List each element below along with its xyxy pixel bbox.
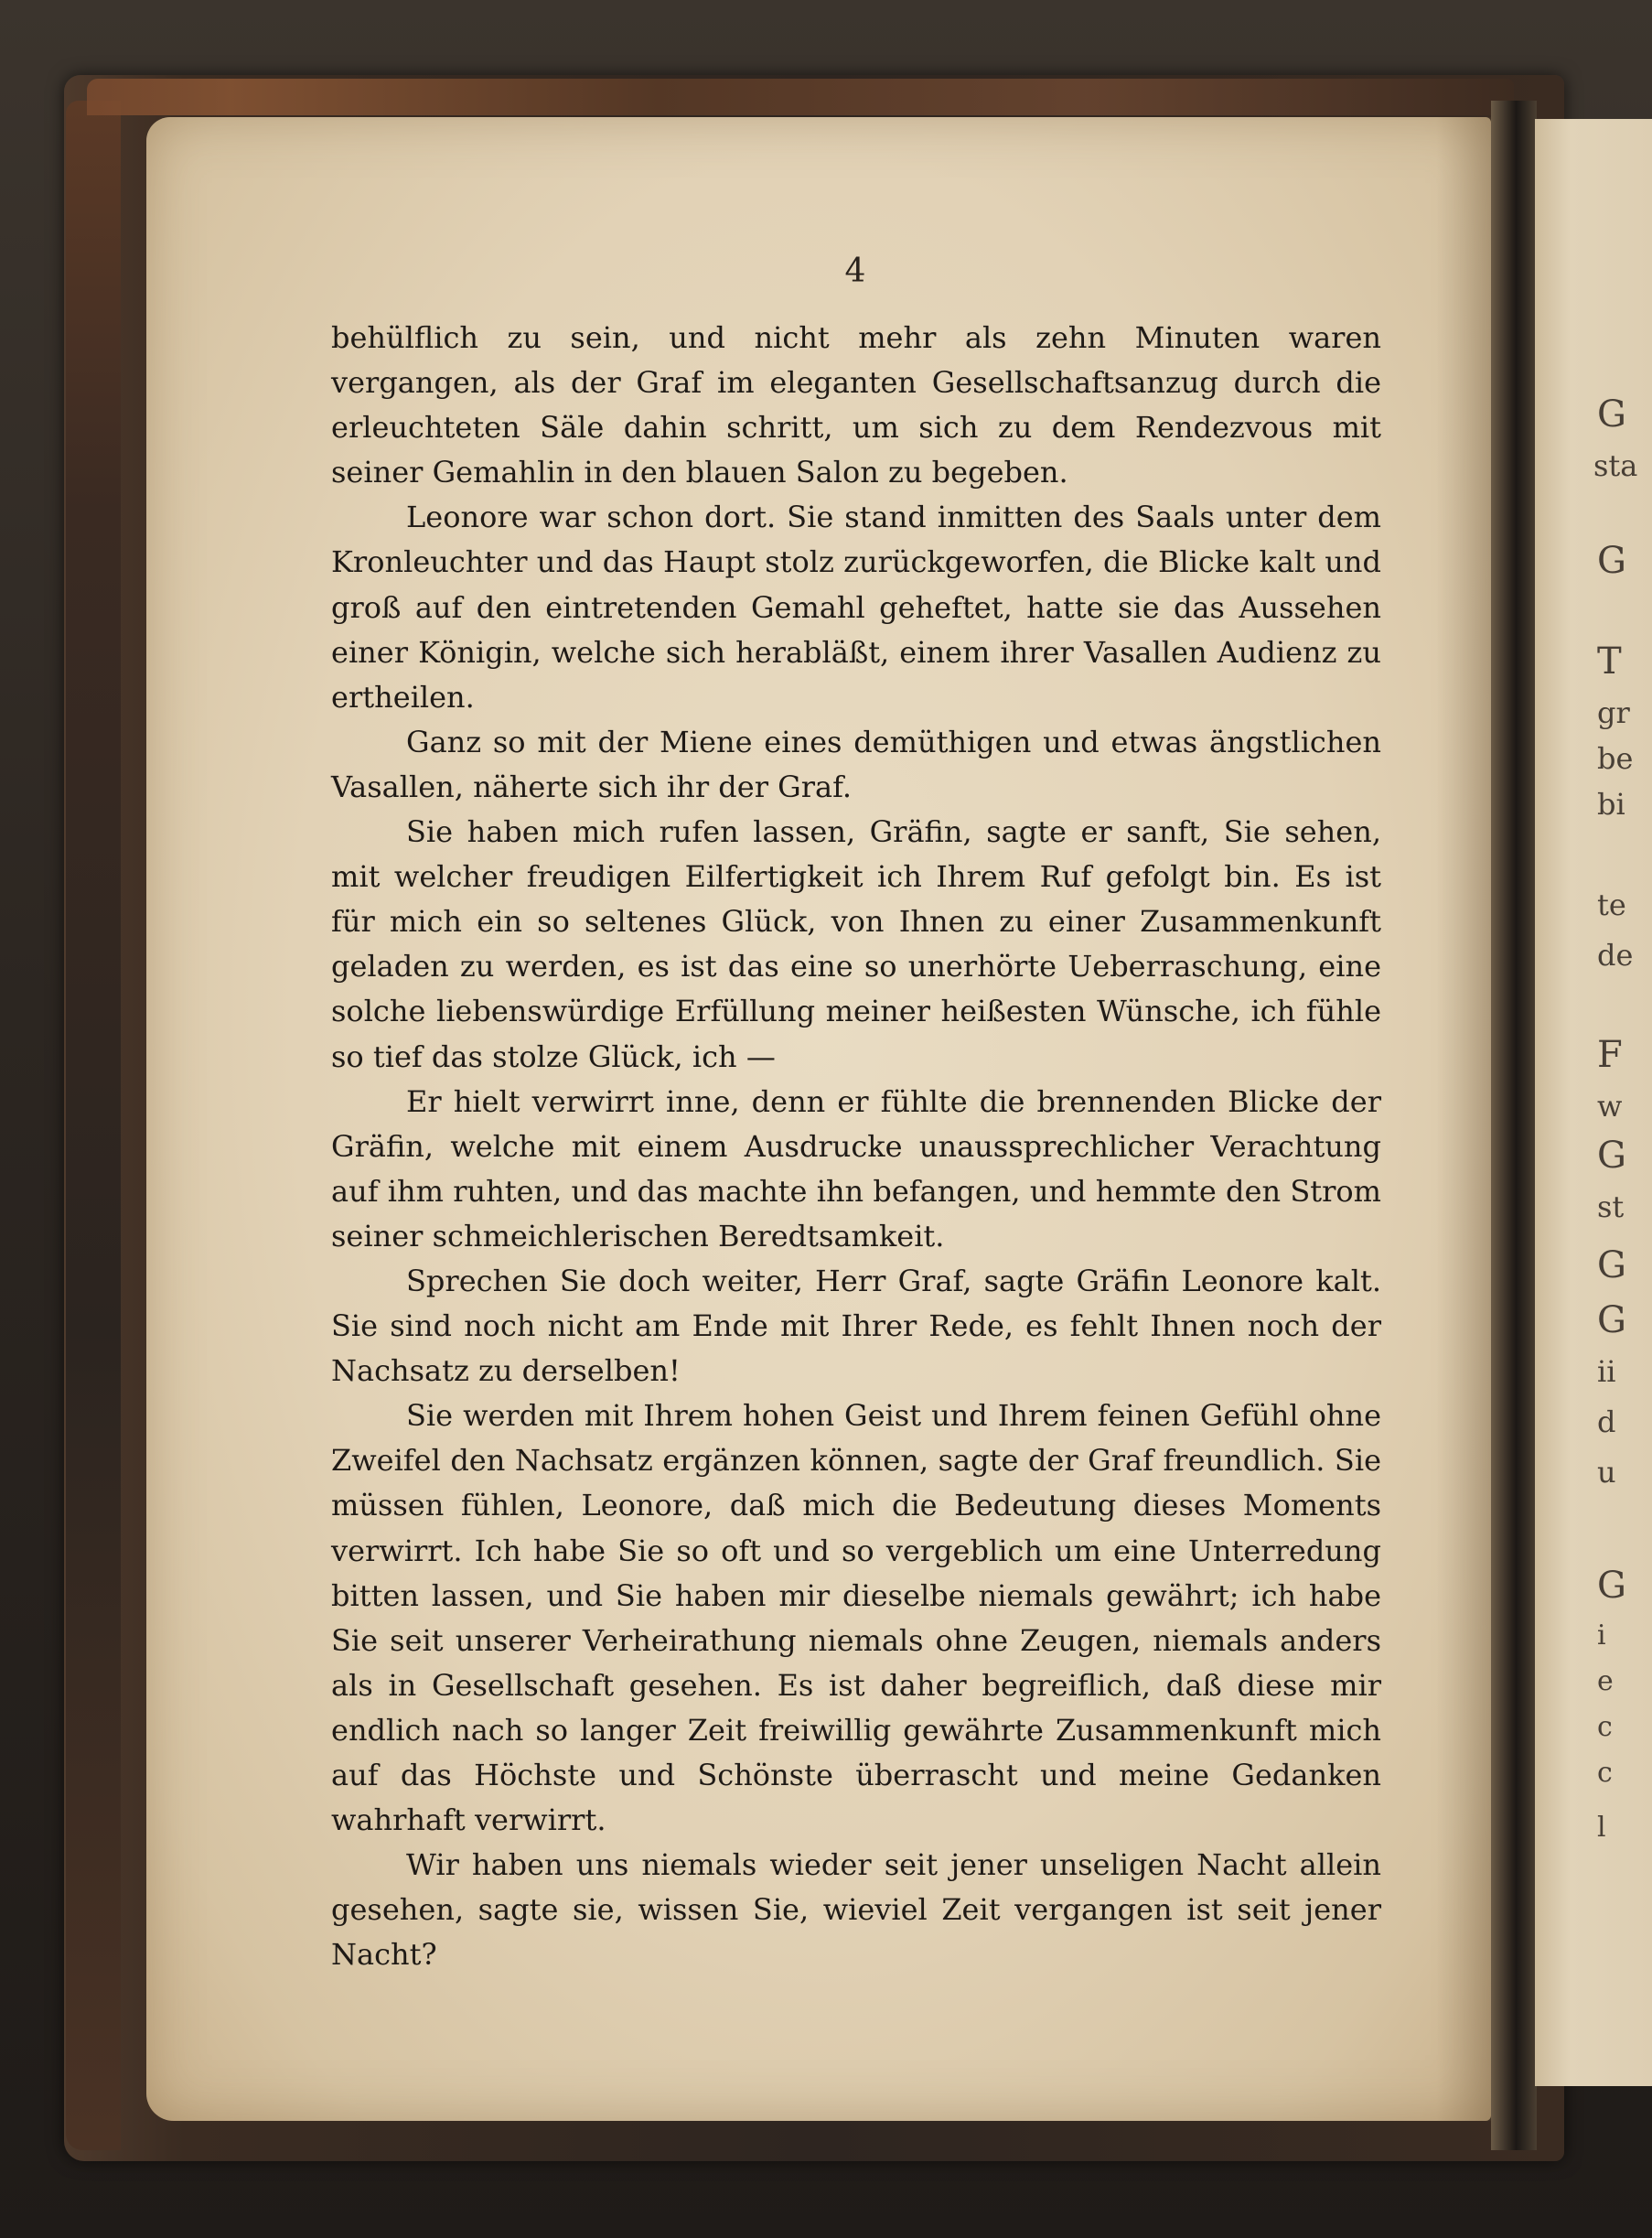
- cover-top-edge: [87, 79, 1514, 115]
- facing-fragment: ii: [1597, 1354, 1616, 1389]
- facing-fragment: de: [1597, 938, 1634, 973]
- facing-fragment: te: [1597, 888, 1626, 922]
- facing-fragment: G: [1597, 1244, 1626, 1286]
- facing-fragment: u: [1597, 1455, 1616, 1490]
- facing-fragment: G: [1597, 1565, 1626, 1607]
- paragraph: behülflich zu sein, und nicht mehr als zehn Minuten waren vergangen, als der Graf im eleganten Gesellschaftsanzug durch die erleuchteten Säle dahin schritt, um sich zu dem Rendezvous mit seiner Gemahlin in den blauen Salon zu begeben.: [331, 320, 1381, 490]
- facing-fragment: st: [1597, 1189, 1625, 1224]
- body-text: [331, 316, 1381, 1977]
- facing-fragment: F: [1597, 1034, 1623, 1076]
- facing-fragment: G: [1597, 1299, 1626, 1341]
- facing-fragment: T: [1597, 640, 1622, 683]
- facing-fragment: G: [1597, 1135, 1626, 1177]
- paragraph: Sie haben mich rufen lassen, Gräfin, sagte er sanft, Sie sehen, mit welcher freudigen Eilfertigkeit ich Ihrem Ruf gefolgt bin. Es ist für mich ein so seltenes Glück, von Ihnen zu einer Zusammenkunft geladen zu werden, es ist das eine so unerhörte Ueberraschung, eine solche liebenswürdige Erfüllung meiner heißesten Wünsche, ich fühle so tief das stolze Glück, ich —: [331, 814, 1381, 1074]
- facing-page: [1535, 119, 1652, 2086]
- facing-fragment: c: [1597, 1711, 1613, 1743]
- facing-fragment: bi: [1597, 787, 1625, 822]
- facing-fragment: sta: [1593, 448, 1638, 483]
- facing-fragment: i: [1597, 1619, 1606, 1652]
- facing-fragment: e: [1597, 1665, 1614, 1697]
- paragraph: Er hielt verwirrt inne, denn er fühlte die brennenden Blicke der Gräfin, welche mit einem Ausdrucke unaussprechlicher Verachtung auf ihm ruhten, und das machte ihn befangen, und hemmte den Strom seiner schmeichlerischen Beredtsamkeit.: [331, 1083, 1381, 1253]
- paragraph: Leonore war schon dort. Sie stand inmitten des Saals unter dem Kronleuchter und das Haupt stolz zurückgeworfen, die Blicke kalt und groß auf den eintretenden Gemahl geheftet, hatte sie das Aussehen einer Königin, welche sich herabläßt, einem ihrer Vasallen Audienz zu ertheilen.: [331, 500, 1381, 715]
- facing-fragment: gr: [1597, 695, 1630, 730]
- facing-fragment: d: [1597, 1404, 1616, 1439]
- facing-fragment: be: [1597, 741, 1634, 776]
- paragraph: Ganz so mit der Miene eines demüthigen und etwas ängstlichen Vasallen, näherte sich ihr der Graf.: [331, 724, 1381, 804]
- facing-fragment: l: [1597, 1812, 1606, 1844]
- paragraph: Sie werden mit Ihrem hohen Geist und Ihrem feinen Gefühl ohne Zweifel den Nachsatz ergänzen können, sagte der Graf freundlich. Sie müssen fühlen, Leonore, daß mich die Bedeutung dieses Moments verwirrt. Ich habe Sie so oft und so vergeblich um eine Unterredung bitten lassen, und Sie haben mir dieselbe niemals gewährt; ich habe Sie seit unserer Verheirathung niemals ohne Zeugen, niemals anders als in Gesellschaft gesehen. Es ist daher begreiflich, daß diese mir endlich nach so langer Zeit freiwillig gewährte Zusammenkunft mich auf das Höchste und Schönste überrascht und meine Gedanken wahrhaft verwirrt.: [331, 1398, 1381, 1838]
- paragraph: Sprechen Sie doch weiter, Herr Graf, sagte Gräfin Leonore kalt. Sie sind noch nicht am Ende mit Ihrer Rede, es fehlt Ihnen noch der Nachsatz zu derselben!: [331, 1263, 1381, 1389]
- facing-fragment: c: [1597, 1757, 1613, 1789]
- facing-fragment: G: [1597, 393, 1626, 436]
- book-gutter: [1491, 101, 1537, 2150]
- cover-left-edge: [66, 101, 121, 2150]
- paragraph: Wir haben uns niemals wieder seit jener unseligen Nacht allein gesehen, sagte sie, wissen Sie, wieviel Zeit vergangen ist seit jener Nacht?: [331, 1847, 1381, 1973]
- facing-fragment: G: [1597, 540, 1626, 582]
- facing-fragment: w: [1597, 1089, 1623, 1124]
- page-number: 4: [844, 253, 866, 290]
